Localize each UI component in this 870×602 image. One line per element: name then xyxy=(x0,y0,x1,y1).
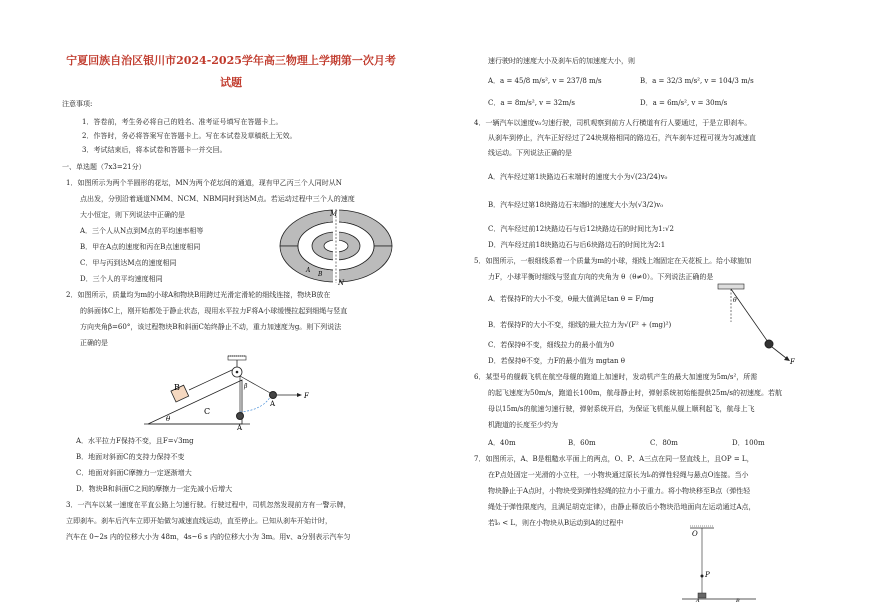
q2-option-a: A．水平拉力F保持不变，且F=√3mg xyxy=(76,437,194,445)
q5-option-d: D．若保持θ不变，力F的最小值为 mgtan θ xyxy=(488,357,625,365)
q1-stem-line: 大小恒定，则下列说法中正确的是 xyxy=(80,211,185,219)
fig-label-a: A xyxy=(306,267,311,274)
q4-stem-line: 线运动。下列说法正确的是 xyxy=(488,149,572,157)
ball xyxy=(765,340,773,348)
ball-a-upper xyxy=(270,392,277,399)
q1-stem-line: 1．如图所示为两个半圆形的花坛，MN为两个花坛间的通道，现有甲乙丙三个人同时从N xyxy=(66,179,342,187)
fig-label-a: A xyxy=(696,598,700,602)
exam-title-line1: 宁夏回族自治区银川市2024-2025学年高三物理上学期第一次月考 xyxy=(66,54,396,67)
notice-item: 1．答卷前，考生务必将自己的姓名、准考证号填写在答题卡上。 xyxy=(82,118,283,126)
q7-stem-line: 在P点处固定一光滑的小立柱，一小物块通过原长为l₀的弹性轻绳与悬点O连接。当小 xyxy=(488,471,749,479)
q7-stem-line: 绳处于弹性限度内，且满足胡克定律），由静止释放后小物块沿地面向左运动通过A点， xyxy=(488,503,756,511)
q7-stem-line: 7．如图所示，A、B是粗糙水平面上的两点，O、P、A三点在同一竖直线上，且OP = L， xyxy=(474,455,754,463)
q5-option-c: C．若保持θ不变，细线拉力的最小值为0 xyxy=(488,341,615,349)
q4-stem-line: 从刹车到停止，汽车正好经过了24块规格相同的路边石，汽车刹车过程可视为匀减速直 xyxy=(488,134,756,142)
q5-option-a: A．若保持F的大小不变，θ最大值满足tan θ = F/mg xyxy=(488,295,654,303)
section-heading: 一、单选题（7x3=21分） xyxy=(62,163,146,171)
q5-stem-line: 力F，小球平衡时细线与竖直方向的夹角为 θ（θ≠0）。下列说法正确的是 xyxy=(488,273,714,281)
q3-stem-cont: 速行驶时的速度大小及刹车后的加速度大小，则 xyxy=(488,57,635,65)
fig-label-n: N xyxy=(338,279,345,286)
q7-stem-line: 物块静止于A点时，小物块受到弹性轻绳的拉力小于重力。将小物块移至B点（弹性轻 xyxy=(488,487,751,495)
notice-item: 2．作答时，务必将答案写在答题卡上。写在本试卷及草稿纸上无效。 xyxy=(82,132,297,140)
q3-option-b: B．a = 32/3 m/s², v = 104/3 m/s xyxy=(640,77,754,85)
q7-figure xyxy=(674,524,764,602)
fig-label-m: M xyxy=(330,210,338,218)
fig-label-theta: θ xyxy=(733,297,737,304)
fig-label-theta: θ xyxy=(166,415,171,423)
q5-stem-line: 5．如图所示，一根细线系着一个质量为m的小球，细线上端固定在天花板上。给小球施加 xyxy=(474,257,752,265)
q3-option-a: A．a = 45/8 m/s², v = 237/8 m/s xyxy=(488,77,602,85)
q1-flowerbed-figure xyxy=(276,206,396,286)
fig-label-c: C xyxy=(204,407,211,416)
notice-heading: 注意事项: xyxy=(62,100,93,108)
q4-stem-line: 4．一辆汽车以速度v₀匀速行驶，司机观察到前方人行横道有行人要通过，于是立即刹车。 xyxy=(474,119,752,127)
q1-option-a: A．三个人从N点到M点的平均速率相等 xyxy=(80,227,204,235)
q1-option-d: D．三个人的平均速度相同 xyxy=(80,275,163,283)
pillar-p xyxy=(701,575,704,578)
fig-label-f: F xyxy=(304,392,309,400)
exam-title-line2: 试题 xyxy=(220,76,242,89)
q5-pendulum-figure xyxy=(714,282,804,366)
q6-option-a: A．40m xyxy=(488,439,516,447)
q4-option-a: A．汽车经过第1块路边石末端时的速度大小为√(23/24)v₀ xyxy=(488,173,668,181)
fig-label-a: A xyxy=(270,400,276,408)
fig-label-p: P xyxy=(705,571,710,579)
fig-label-o: O xyxy=(692,530,698,538)
q2-option-b: B．地面对斜面C的支持力保持不变 xyxy=(76,453,185,461)
fig-label-b: B xyxy=(318,271,323,278)
q7-stem-line: 若l₀ < L，则在小物块从B运动到A的过程中 xyxy=(488,519,624,527)
notice-item: 3．考试结束后，将本试卷和答题卡一并交回。 xyxy=(82,146,227,154)
q2-stem-line: 方向夹角β=60°，该过程物块B和斜面C始终静止不动，重力加速度为g。则下列说法 xyxy=(80,323,342,331)
incline-c xyxy=(148,380,242,424)
q1-option-c: C．甲与丙到达M点的速度相同 xyxy=(80,259,177,267)
fig-label-a-low: A xyxy=(237,424,243,432)
q2-stem-line: 2．如图所示，质量均为m的小球A和物块B用跨过光滑定滑轮的细线连接，物块B放在 xyxy=(66,291,331,299)
q2-option-c: C．地面对斜面C摩擦力一定逐渐增大 xyxy=(76,469,192,477)
q6-option-b: B．60m xyxy=(568,439,596,447)
fig-label-b: B xyxy=(736,598,740,602)
q2-option-d: D．物块B和斜面C之间的摩擦力一定先减小后增大 xyxy=(76,485,233,493)
q6-stem-line: 的起飞速度为50m/s，跑道长100m，航母静止时，弹射系统初始能提供25m/s的初速度。若航 xyxy=(488,389,782,397)
q2-pulley-figure xyxy=(142,354,322,434)
q3-stem-line: 汽车在 0~2s 内的位移大小为 48m，4s~6 s 内的位移大小为 3m。用v、a分别表示汽车匀 xyxy=(66,533,351,541)
q6-option-c: C．80m xyxy=(650,439,678,447)
fig-label-b: B xyxy=(174,383,180,392)
q2-stem-line: 的斜面体C上，刚开始都处于静止状态，现用水平拉力F将A小球缓慢拉起到细绳与竖直 xyxy=(80,307,348,315)
ball-a-lower xyxy=(237,413,244,420)
fig-label-beta: β xyxy=(244,383,248,390)
q3-option-c: C．a = 8m/s², v = 32m/s xyxy=(488,99,575,107)
q1-stem-line: 点出发，分别沿着通道NMM、NCM、NBM同时到达M点。若运动过程中三个人的速度 xyxy=(80,195,355,203)
fig-label-f: F xyxy=(790,358,795,366)
q4-option-c: C．汽车经过前12块路边石与后12块路边石的时间比为1:√2 xyxy=(488,225,674,233)
q6-stem-line: 母以15m/s的航速匀速行驶，弹射系统开启，为保证飞机能从舰上顺利起飞，航母上飞 xyxy=(488,405,755,413)
q6-stem-line: 6．某型号的舰载飞机在航空母舰的跑道上加速时，发动机产生的最大加速度为5m/s²，所需 xyxy=(474,373,758,381)
q6-option-d: D．100m xyxy=(732,439,765,447)
q4-option-b: B．汽车经过第18块路边石末端时的速度大小为(√3/2)v₀ xyxy=(488,201,663,209)
q3-stem-line: 3．一汽车以某一速度在平直公路上匀速行驶。行驶过程中，司机忽然发现前方有一警示牌， xyxy=(66,501,351,509)
q6-stem-line: 机跑道的长度至少约为 xyxy=(488,421,558,429)
q4-option-d: D．汽车经过前18块路边石与后6块路边石的时间比为2:1 xyxy=(488,241,666,249)
q5-option-b: B．若保持F的大小不变，细线的最大拉力为√(F² + (mg)²) xyxy=(488,321,672,329)
q3-option-d: D．a = 6m/s², v = 30m/s xyxy=(640,99,728,107)
q1-option-b: B．甲在A点的速度和丙在B点速度相同 xyxy=(80,243,201,251)
q3-stem-line: 立即刹车。刹车后汽车立即开始做匀减速直线运动，直至停止。已知从刹车开始计时， xyxy=(66,517,332,525)
q2-stem-line: 正确的是 xyxy=(80,339,108,347)
